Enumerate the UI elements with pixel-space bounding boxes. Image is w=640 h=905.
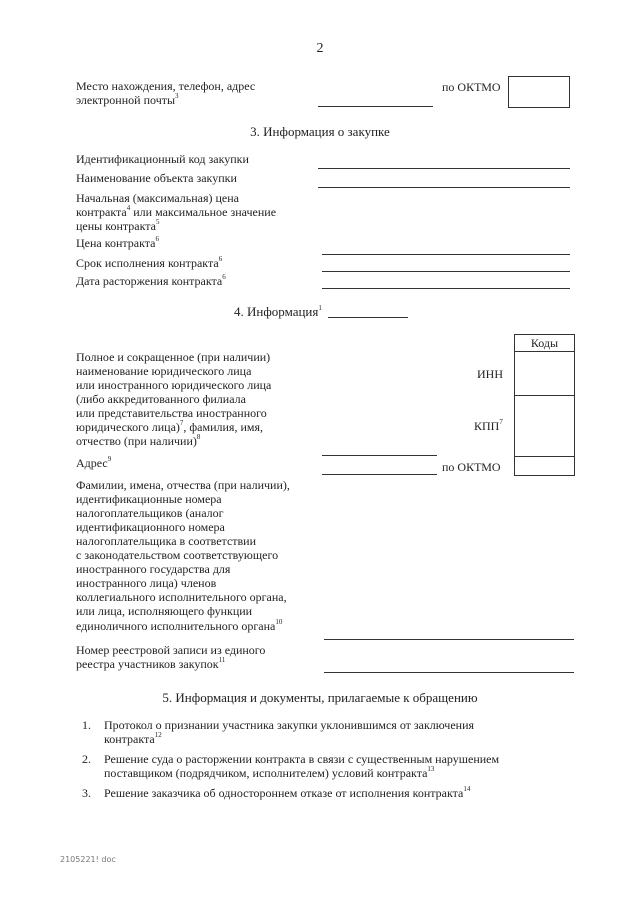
- codes-divider-2: [515, 395, 574, 396]
- members-line-7: иностранного государства для: [76, 562, 231, 576]
- footer-code: 2105221! doc: [60, 855, 116, 864]
- contract-price-label: Цена контракта$^6$: [76, 235, 159, 250]
- object-name-line: [318, 187, 570, 188]
- item-1-num: 1.: [82, 718, 91, 732]
- registry-line-1: Номер реестровой записи из единого: [76, 643, 266, 657]
- footnote-marker: 7: [179, 419, 184, 427]
- name-line-7: отчество (при наличии)$^8$: [76, 433, 201, 448]
- members-line-5: налогоплательщика в соответствии: [76, 534, 257, 548]
- name-line-6: юридического лица)$^7$, фамилия, имя,: [76, 419, 263, 434]
- codes-divider-1: [515, 351, 574, 352]
- item-3-line1: Решение заказчика об одностороннем отказе от исполнения контракта$^{14}$: [104, 785, 471, 800]
- item-1-line2: контракта$^{12}$: [104, 731, 162, 746]
- footnote-marker: 9: [107, 455, 112, 463]
- registry-line-2: реестра участников закупок$^{11}$: [76, 656, 226, 671]
- initial-price-line2: контракта$^4$ или максимальное значение: [76, 204, 277, 219]
- footnote-marker: 8: [196, 433, 201, 441]
- codes-divider-3: [515, 456, 574, 457]
- footnote-marker: 3: [175, 92, 179, 100]
- kpp-label: КПП$^7$: [474, 418, 503, 433]
- codes-header: Коды: [530, 336, 559, 350]
- item-2-line1: Решение суда о расторжении контракта в связи с существенным нарушением: [104, 752, 500, 766]
- name-line-2: наименование юридического лица: [76, 364, 252, 378]
- footnote-marker: 13: [427, 765, 435, 773]
- term-label: Срок исполнения контракта$^6$: [76, 255, 223, 270]
- members-line-9: коллегиального исполнительного органа,: [76, 590, 287, 604]
- name-line-1: Полное и сокращенное (при наличии): [76, 350, 271, 364]
- address-field-line: [322, 474, 437, 475]
- name-line-5: или представительства иностранного: [76, 406, 267, 420]
- footnote-marker: 6: [222, 273, 226, 281]
- termination-date-label: Дата расторжения контракта$^6$: [76, 273, 226, 288]
- footnote-marker: 6: [218, 255, 223, 263]
- members-line-3: налогоплательщиков (аналог: [76, 506, 224, 520]
- members-field-line: [324, 639, 574, 640]
- termination-date-line: [322, 288, 570, 289]
- location-label-line2: электронной почты$^3$: [76, 92, 179, 107]
- item-1-line1: Протокол о признании участника закупки уклонившимся от заключения: [104, 718, 475, 732]
- footnote-marker: 10: [275, 618, 283, 626]
- inn-label: ИНН: [477, 367, 503, 381]
- footnote-marker: 1: [318, 304, 322, 312]
- location-field-line: [318, 106, 433, 107]
- name-field-line: [322, 455, 437, 456]
- members-line-2: идентификационные номера: [76, 492, 222, 506]
- members-line-8: иностранного лица) членов: [76, 576, 217, 590]
- name-line-4: (либо аккредитованного филиала: [76, 392, 246, 406]
- item-3-num: 3.: [82, 786, 91, 800]
- section3-title: 3. Информация о закупке: [250, 124, 390, 139]
- address-label: Адрес$^9$: [76, 455, 112, 470]
- footnote-marker: 12: [154, 731, 162, 739]
- codes-table: [514, 334, 575, 476]
- section5-title: 5. Информация и документы, прилагаемые к обращению: [162, 690, 478, 705]
- address-oktmo-label: по ОКТМО: [442, 460, 501, 474]
- ident-code-line: [318, 168, 570, 169]
- footnote-marker: 14: [463, 785, 471, 793]
- object-name-label: Наименование объекта закупки: [76, 171, 237, 185]
- footnote-marker: 6: [155, 235, 159, 243]
- members-line-11: единоличного исполнительного органа$^{10}$: [76, 618, 283, 633]
- section4-title: 4. Информация$^1$: [234, 304, 322, 319]
- ident-code-label: Идентификационный код закупки: [76, 152, 249, 166]
- initial-price-line1: Начальная (максимальная) цена: [76, 191, 239, 205]
- members-line-10: или лица, исполняющего функции: [76, 604, 253, 618]
- location-oktmo-box: [508, 76, 570, 108]
- item-2-line2: поставщиком (подрядчиком, исполнителем) условий контракта$^{13}$: [104, 765, 435, 780]
- footnote-marker: 5: [155, 218, 160, 226]
- members-line-6: с законодательством соответствующего: [76, 548, 279, 562]
- footnote-marker: 11: [218, 656, 226, 664]
- name-line-3: или иностранного юридического лица: [76, 378, 272, 392]
- footnote-marker: 7: [499, 418, 503, 426]
- term-line: [322, 271, 570, 272]
- item-2-num: 2.: [82, 752, 91, 766]
- page-number: 2: [316, 41, 324, 56]
- members-line-4: идентификационного номера: [76, 520, 225, 534]
- members-line-1: Фамилии, имена, отчества (при наличии),: [76, 478, 290, 492]
- footnote-marker: 4: [126, 204, 131, 212]
- location-label-line1: Место нахождения, телефон, адрес: [76, 79, 256, 93]
- initial-price-line3: цены контракта$^5$: [76, 218, 160, 233]
- location-oktmo-label: по ОКТМО: [442, 80, 501, 94]
- registry-field-line: [324, 672, 574, 673]
- section4-title-line: [328, 317, 408, 318]
- contract-price-line: [322, 254, 570, 255]
